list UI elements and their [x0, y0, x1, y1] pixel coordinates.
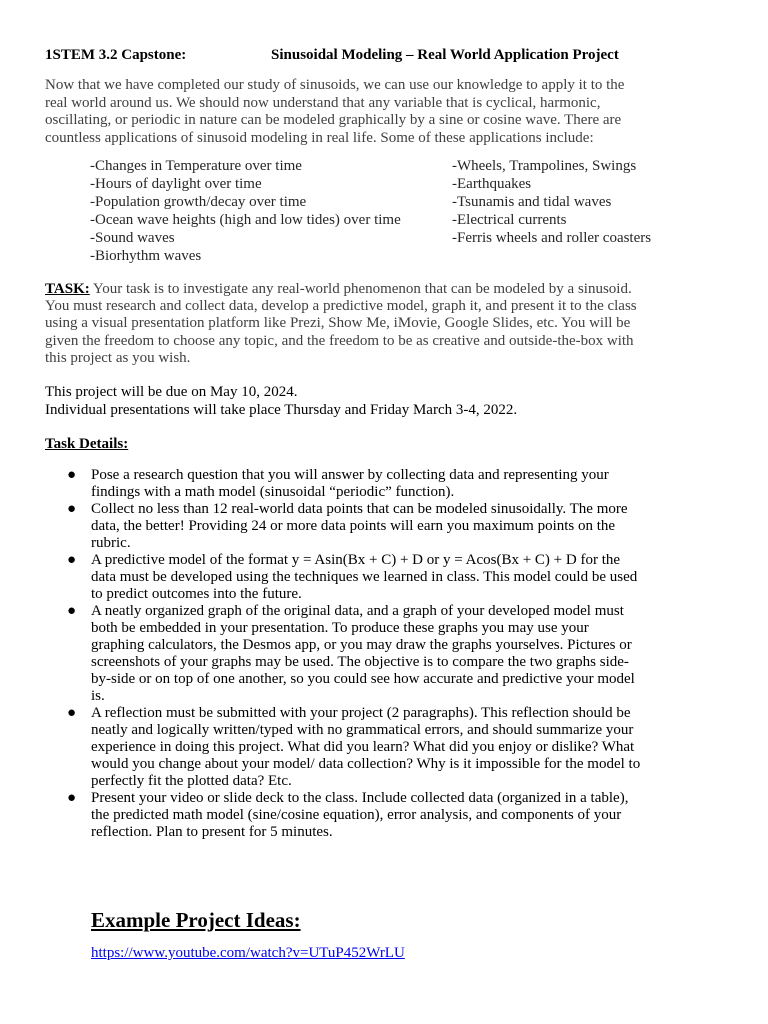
list-item-text: A reflection must be submitted with your project (2 paragraphs). This reflection should be neatly and logically written/typed with no grammatical errors, and should summarize your experience in doing this project. What did you learn? What did you enjoy or dislike? What would you change about your model/ data collection? Why is it impossible for the model to perfectly fit the plotted data? Etc.: [91, 705, 641, 789]
application-item: -Ocean wave heights (high and low tides) over time: [90, 212, 401, 228]
list-item-text: A predictive model of the format y = Asin(Bx + C) + D or y = Acos(Bx + C) + D for the data must be developed using the techniques we learned in class. This model could be used to predict outcomes into the future.: [91, 552, 638, 602]
bullet-icon: ●: [67, 790, 77, 806]
applications-list-right: [452, 157, 651, 247]
presentation-date-line: Individual presentations will take place Thursday and Friday March 3-4, 2022.: [45, 402, 518, 418]
task-label: TASK:: [45, 281, 90, 297]
project-title: Sinusoidal Modeling – Real World Application Project: [271, 47, 619, 63]
applications-list-left: [90, 157, 401, 265]
application-item: -Sound waves: [90, 230, 175, 246]
task-paragraph: [45, 281, 645, 367]
due-dates: [45, 383, 517, 419]
application-item: -Tsunamis and tidal waves: [452, 194, 612, 210]
due-date-line: This project will be due on May 10, 2024.: [45, 384, 298, 400]
list-item-text: Pose a research question that you will answer by collecting data and representing your findings with a math model (sinusoidal “periodic” function).: [91, 467, 609, 500]
intro-paragraph: Now that we have completed our study of sinusoids, we can use our knowledge to apply it to the real world around us. We should now understand that any variable that is cyclical, harmonic, oscillating, or periodic in nature can be modeled graphically by a sine or cosine wave. There are countless applications of sinusoid modeling in real life. Some of these applications include:: [45, 77, 625, 146]
bullet-icon: ●: [67, 603, 77, 619]
example-ideas-heading: Example Project Ideas:: [91, 908, 301, 932]
list-item: [0, 790, 641, 841]
task-details-heading: Task Details:: [45, 436, 129, 452]
bullet-icon: ●: [67, 552, 77, 568]
list-item: [0, 603, 641, 705]
bullet-icon: ●: [67, 467, 77, 483]
course-label: 1STEM 3.2 Capstone:: [45, 47, 187, 63]
list-item: [0, 705, 641, 790]
application-item: -Biorhythm waves: [90, 248, 202, 264]
application-item: -Hours of daylight over time: [90, 176, 262, 192]
list-item-text: Collect no less than 12 real-world data points that can be modeled sinusoidally. The more data, the better! Providing 24 or more data points will earn you maximum points on the rubric.: [91, 501, 628, 551]
application-item: -Ferris wheels and roller coasters: [452, 230, 652, 246]
task-text: Your task is to investigate any real-world phenomenon that can be modeled by a sinusoid. You must research and collect data, develop a predictive model, graph it, and present it to the class using a visual presentation platform like Prezi, Show Me, iMovie, Google Slides, etc. You will be given the freedom to choose any topic, and the freedom to be as creative and outside-the-box with this project as you wish.: [45, 281, 637, 366]
list-item: [0, 501, 641, 552]
list-item: [0, 552, 641, 603]
application-item: -Changes in Temperature over time: [90, 158, 302, 174]
list-item-text: Present your video or slide deck to the class. Include collected data (organized in a table), the predicted math model (sine/cosine equation), error analysis, and components of your reflection. Plan to present for 5 minutes.: [91, 790, 629, 840]
bullet-icon: ●: [67, 501, 77, 517]
application-item: -Population growth/decay over time: [90, 194, 307, 210]
list-item: [0, 467, 641, 501]
application-item: -Wheels, Trampolines, Swings: [452, 158, 637, 174]
application-item: -Electrical currents: [452, 212, 567, 228]
application-item: -Earthquakes: [452, 176, 532, 192]
list-item-text: A neatly organized graph of the original data, and a graph of your developed model must both be embedded in your presentation. To produce these graphs you may use your graphing calculators, the Desmos app, or you may draw the graphs yourselves. Pictures or screenshots of your graphs may be used. The objective is to compare the two graphs side-by-side or on top of one another, so you could see how accurate and predictive your model is.: [91, 603, 635, 704]
bullet-icon: ●: [67, 705, 77, 721]
example-video-link[interactable]: https://www.youtube.com/watch?v=UTuP452WrLU: [91, 945, 405, 961]
task-details-list: [0, 467, 768, 841]
